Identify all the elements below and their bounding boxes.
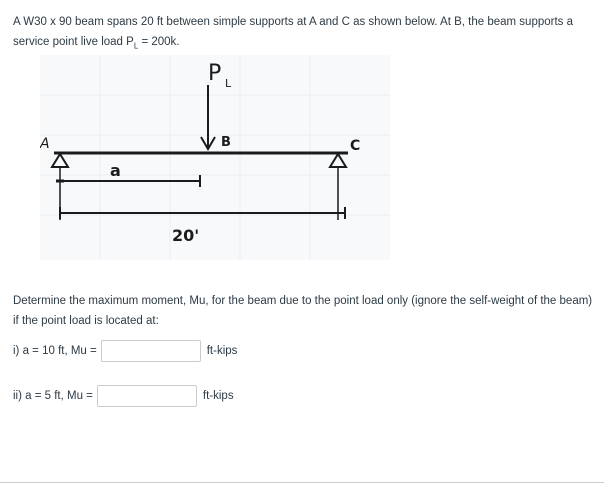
point-b-label: B (221, 135, 231, 150)
dimension-a-label: a (110, 161, 121, 180)
answer-2-unit: ft-kips (202, 390, 234, 402)
problem-statement-load: = 200k. (138, 36, 180, 48)
beam-diagram (40, 55, 390, 260)
question-2-label: ii) a = 5 ft, Mu = (13, 390, 93, 402)
question-1-label: i) a = 10 ft, Mu = (13, 345, 97, 357)
problem-statement-text: A W30 x 90 beam spans 20 ft between simple supports at A and C as shown below. At B, the beam supports a service point live load P (13, 16, 573, 48)
dimension-span-label: 20' (172, 226, 200, 245)
support-c-label: C (350, 138, 361, 154)
page-divider (0, 482, 604, 483)
load-label: P (208, 61, 222, 86)
load-subscript: L (133, 41, 139, 51)
answer-1-unit: ft-kips (206, 345, 238, 357)
question-row-1 (13, 340, 237, 362)
problem-statement (13, 12, 595, 56)
question-row-2 (13, 385, 234, 407)
answer-input-1[interactable] (101, 340, 201, 362)
answer-input-2[interactable] (97, 385, 197, 407)
load-label-subscript: L (225, 77, 232, 90)
question-text: Determine the maximum moment, Mu, for the beam due to the point load only (ignore the self-weight of the beam) if the point load is located at: (13, 295, 593, 327)
support-a-label: A (40, 136, 50, 152)
